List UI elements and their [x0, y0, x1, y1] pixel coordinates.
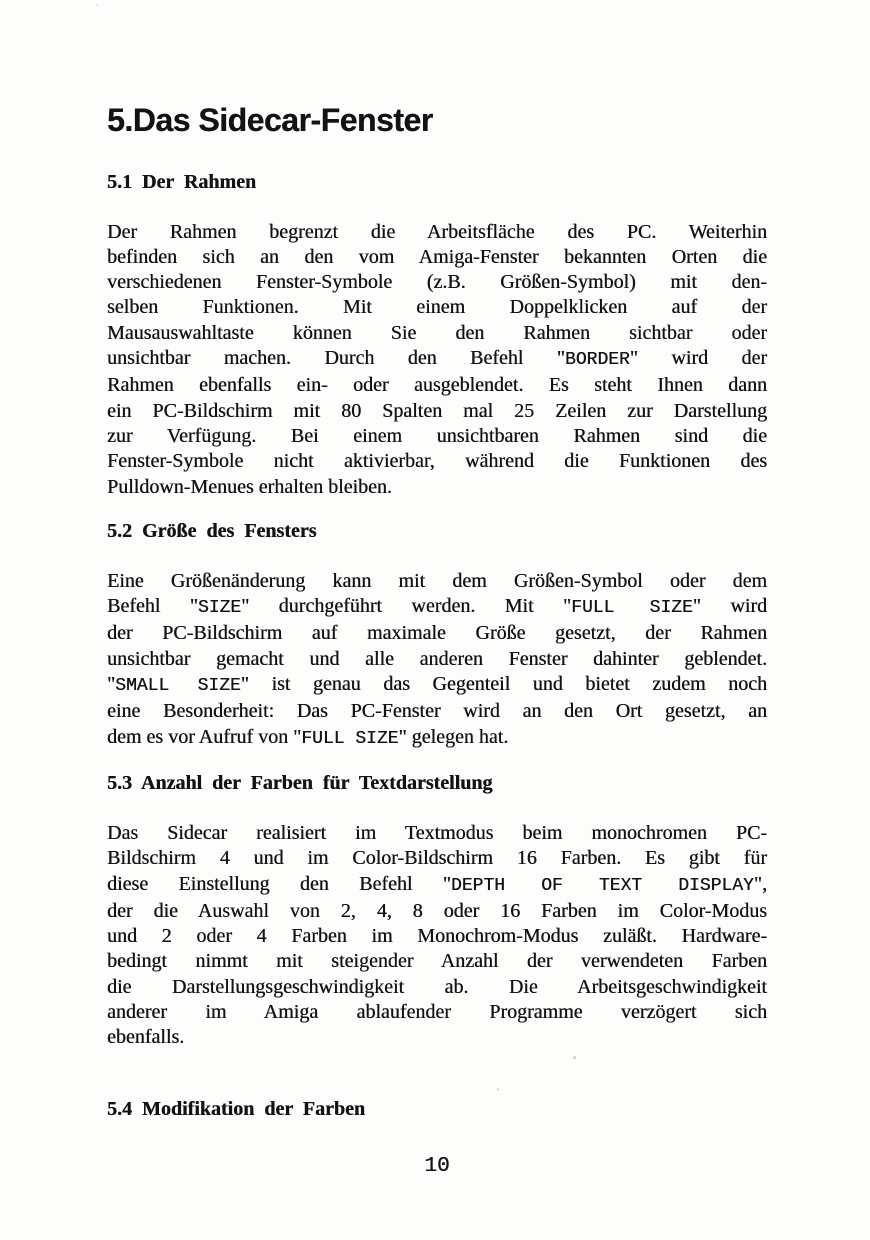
text-line — [107, 449, 767, 474]
body-text: Rahmen ebenfalls ein- oder ausgeblendet. Es steht Ihnen dann — [107, 374, 767, 397]
text-line — [107, 399, 767, 424]
text-line — [107, 1000, 767, 1025]
body-text: befinden sich an den vom Amiga-Fenster bekannten Orten die — [107, 245, 767, 268]
command-text: FULL SIZE — [301, 728, 399, 749]
paragraph — [107, 220, 767, 500]
body-text: verschiedenen Fenster-Symbole (z.B. Größen-Symbol) mit den- — [107, 271, 767, 294]
document-sections — [107, 171, 767, 1121]
text-line — [107, 699, 767, 724]
body-text: anderer im Amiga ablaufender Programme verzögert sich — [107, 1001, 767, 1024]
text-line — [107, 975, 767, 1000]
body-text: Bildschirm 4 und im Color-Bildschirm 16 Farben. Es gibt für — [107, 847, 767, 870]
body-text: " — [107, 673, 116, 696]
text-line — [107, 1025, 767, 1050]
body-text: der die Auswahl von 2, 4, 8 oder 16 Farben im Color-Modus — [107, 899, 767, 922]
text-line — [107, 346, 767, 373]
body-text: Pulldown-Menues erhalten bleiben. — [107, 475, 392, 498]
paragraph — [107, 821, 767, 1051]
section-heading: 5.2 Größe des Fensters — [107, 519, 317, 542]
body-text: zur Verfügung. Bei einem unsichtbaren Rahmen sind die — [107, 424, 767, 447]
text-line — [107, 569, 767, 594]
text-line — [107, 594, 767, 621]
text-line — [107, 725, 767, 752]
body-text: diese Einstellung den Befehl " — [107, 872, 451, 895]
body-text: Das Sidecar realisiert im Textmodus beim monochromen PC- — [107, 821, 767, 844]
text-line — [107, 821, 767, 846]
text-line — [107, 373, 767, 398]
text-line — [107, 672, 767, 699]
text-line — [107, 220, 767, 245]
body-text: ", — [753, 872, 767, 895]
text-line — [107, 475, 767, 500]
document-content — [107, 104, 767, 1179]
body-text: Fenster-Symbole nicht aktivierbar, während die Funktionen des — [107, 450, 767, 473]
body-text: " gelegen hat. — [398, 725, 509, 748]
text-line — [107, 899, 767, 924]
body-text: die Darstellungsgeschwindigkeit ab. Die Arbeitsgeschwindigkeit — [107, 975, 767, 998]
body-text: Mausauswahltaste können Sie den Rahmen sichtbar oder — [107, 321, 767, 344]
command-text: SMALL SIZE — [115, 676, 241, 697]
text-line — [107, 424, 767, 449]
paragraph — [107, 569, 767, 752]
text-line — [107, 621, 767, 646]
text-line — [107, 872, 767, 899]
text-line — [107, 949, 767, 974]
body-text: unsichtbar gemacht und alle anderen Fenster dahinter geblendet. — [107, 647, 767, 670]
body-text: und 2 oder 4 Farben im Monochrom-Modus zuläßt. Hardware- — [107, 925, 767, 948]
text-line — [107, 295, 767, 320]
text-line — [107, 245, 767, 270]
text-line — [107, 846, 767, 871]
scan-speck — [96, 4, 98, 6]
command-text: BORDER — [564, 350, 630, 371]
document-title: 5.Das Sidecar-Fenster — [107, 102, 433, 138]
text-line — [107, 647, 767, 672]
body-text: Eine Größenänderung kann mit dem Größen-Symbol oder dem — [107, 569, 767, 592]
command-text: FULL SIZE — [571, 598, 693, 619]
body-text: eine Besonderheit: Das PC-Fenster wird an den Ort gesetzt, an — [107, 700, 767, 723]
body-text: bedingt nimmt mit steigender Anzahl der verwendeten Farben — [107, 950, 767, 973]
body-text: ebenfalls. — [107, 1026, 185, 1049]
text-line — [107, 321, 767, 346]
body-text: selben Funktionen. Mit einem Doppelklicken auf der — [107, 296, 767, 319]
section-heading: 5.4 Modifikation der Farben — [107, 1097, 365, 1120]
page-number: 10 — [424, 1154, 450, 1178]
command-text: DEPTH OF TEXT DISPLAY — [450, 875, 754, 896]
body-text: " wird — [692, 595, 768, 618]
body-text: ein PC-Bildschirm mit 80 Spalten mal 25 Zeilen zur Darstellung — [107, 399, 767, 422]
body-text: " ist genau das Gegenteil und bietet zudem noch — [240, 673, 767, 696]
section-heading: 5.3 Anzahl der Farben für Textdarstellung — [107, 771, 493, 794]
body-text: " durchgeführt werden. Mit " — [241, 595, 572, 618]
body-text: der PC-Bildschirm auf maximale Größe gesetzt, der Rahmen — [107, 622, 767, 645]
text-line — [107, 270, 767, 295]
text-line — [107, 924, 767, 949]
body-text: dem es vor Aufruf von " — [107, 725, 302, 748]
section-heading: 5.1 Der Rahmen — [107, 170, 257, 193]
body-text: Der Rahmen begrenzt die Arbeitsfläche des PC. Weiterhin — [107, 220, 767, 243]
body-text: " wird der — [629, 347, 767, 370]
command-text: SIZE — [197, 598, 242, 619]
body-text: unsichtbar machen. Durch den Befehl " — [107, 347, 565, 370]
body-text: Befehl " — [107, 595, 198, 618]
